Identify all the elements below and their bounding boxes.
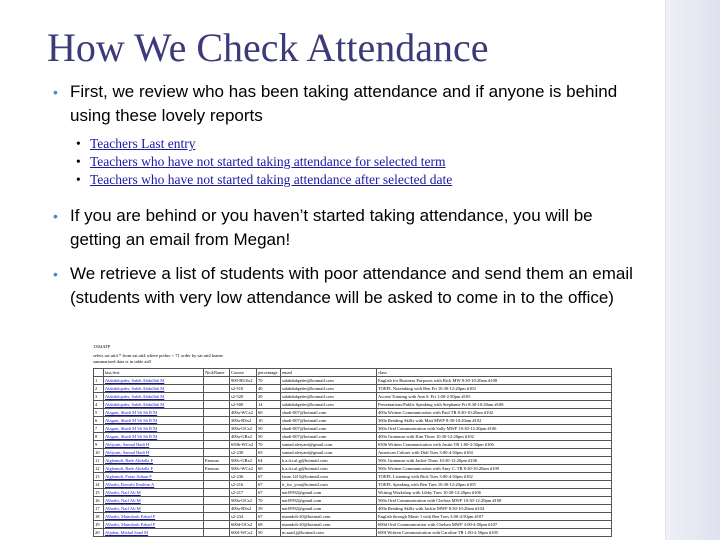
student-name-link[interactable]: Aleiyani, Samad Hadi H (105, 449, 150, 455)
student-name-cell (104, 377, 204, 385)
table-cell (204, 497, 230, 505)
table-cell: English through Music I with Ben Tues 3:00-4:50pm #107 (377, 513, 612, 521)
row-number-cell: 20 (94, 529, 104, 537)
table-cell: 67 (257, 473, 281, 481)
table-cell (204, 521, 230, 529)
table-cell: 59 (257, 505, 281, 513)
table-cell: salabdulqader@hotmail.com (281, 385, 377, 393)
table-cell (204, 513, 230, 521)
col-header: email (281, 369, 377, 377)
report-links-list (76, 135, 452, 189)
table-row (94, 513, 612, 521)
student-name-link[interactable]: Alagmi, Shadi M Sh Sh R M (105, 433, 158, 439)
bullet-3 (53, 262, 643, 310)
row-number-cell: 12 (94, 465, 104, 473)
table-cell: 60 (257, 409, 281, 417)
table-cell: Fanwaz (204, 457, 230, 465)
table-cell: TOEFL Notetaking with Ben Fri 10:30-12:20pm #103 (377, 385, 612, 393)
student-name-cell (104, 393, 204, 401)
student-name-cell (104, 505, 204, 513)
table-row (94, 409, 612, 417)
table-cell: naif5992@gmail.com (281, 497, 377, 505)
col-header: percentage (257, 369, 281, 377)
student-name-link[interactable]: Aljabar, Mishal Saad M (105, 529, 149, 535)
student-name-cell (104, 425, 204, 433)
table-cell: s2-236 (230, 473, 257, 481)
col-header (94, 369, 104, 377)
student-name-cell (104, 401, 204, 409)
student-name-cell (104, 473, 204, 481)
student-name-link[interactable]: Alagmi, Shadi M Sh Sh R M (105, 409, 158, 415)
table-cell: 40 (257, 385, 281, 393)
table-cell: 600f-WCx2 (230, 529, 257, 537)
table-cell: 500a Oral Communication with Chelsea MWF 10:30-12:20pm #108 (377, 497, 612, 505)
student-name-cell (104, 441, 204, 449)
row-number-cell: 9 (94, 441, 104, 449)
student-name-link[interactable]: Alharbi, Mamdouh Fahad F (105, 521, 156, 527)
table-cell: salabdulqader@hotmail.com (281, 377, 377, 385)
table-cell: 300a-OCx2 (230, 425, 257, 433)
bullet-1 (53, 80, 643, 128)
table-cell: 70 (257, 497, 281, 505)
table-cell: s2-520 (230, 393, 257, 401)
table-cell: 400a Grammar with Kim Thurs 10:30-12:20pm #102 (377, 433, 612, 441)
table-cell: Accent Training with Ann S. Fri 1:00-2:50pm #105 (377, 393, 612, 401)
table-cell (204, 385, 230, 393)
table-cell: 600d-OCx2 (230, 521, 257, 529)
table-row (94, 505, 612, 513)
table-cell (204, 425, 230, 433)
table-cell: samad.aleiyani@gmail.com (281, 449, 377, 457)
table-row (94, 441, 612, 449)
table-cell: 900-BUSx2 (230, 377, 257, 385)
table-cell: shadi-007@hotmail.com (281, 433, 377, 441)
student-name-cell (104, 497, 204, 505)
report-link-item: • Teachers who have not started taking attendance for selected term (76, 154, 446, 169)
table-row (94, 489, 612, 497)
table-cell: TOEFL Listening with Rick Tues 3:00-4:50pm #102 (377, 473, 612, 481)
student-name-cell (104, 417, 204, 425)
row-number-cell: 17 (94, 505, 104, 513)
student-name-link[interactable]: Alagmi, Shadi M Sh Sh R M (105, 425, 158, 431)
student-name-link[interactable]: Alghamdi, Faraz Adnan F (105, 473, 152, 479)
table-cell: salabdulqader@hotmail.com (281, 393, 377, 401)
table-cell: 650b Written Communication with Justin TR 1:00-2:50pm #106 (377, 441, 612, 449)
report-table (93, 368, 612, 537)
student-name-cell (104, 481, 204, 489)
table-row (94, 393, 612, 401)
student-name-link[interactable]: Alharbi, Mamdouh Fahad F (105, 513, 156, 519)
table-cell: 400a Written Communication with Paul TR 8:30-10:20am #102 (377, 409, 612, 417)
student-name-cell (104, 529, 204, 537)
attendance-report-screenshot (93, 344, 611, 540)
student-name-link[interactable]: Alghamdi, Badr Abdulla F (105, 457, 153, 463)
table-cell: 300a-RSx2 (230, 417, 257, 425)
row-number-cell: 14 (94, 481, 104, 489)
table-cell: mamdoh-20@hotmail.com (281, 513, 377, 521)
row-number-cell: 6 (94, 417, 104, 425)
table-cell: Writing Workshop with Libby Tues 10:30-12:20pm #106 (377, 489, 612, 497)
table-row (94, 401, 612, 409)
table-cell: 64 (257, 457, 281, 465)
student-name-link[interactable]: Alabdulqader, Saleh Abdullah M (105, 393, 165, 399)
table-cell: American Culture with Didi Tues 3:00-4:50pm #104 (377, 449, 612, 457)
table-row (94, 529, 612, 537)
table-cell (204, 377, 230, 385)
student-name-link[interactable]: Alabdulqader, Saleh Abdullah M (105, 401, 165, 407)
student-name-cell (104, 457, 204, 465)
row-number-cell: 10 (94, 449, 104, 457)
row-number-cell: 15 (94, 489, 104, 497)
student-name-link[interactable]: Alabdulqader, Saleh Abdullah M (105, 385, 165, 391)
col-header: Course (230, 369, 257, 377)
table-cell: Fanwaz (204, 465, 230, 473)
student-name-cell (104, 409, 204, 417)
student-name-cell (104, 489, 204, 497)
table-cell (204, 481, 230, 489)
table-cell: s2-217 (230, 489, 257, 497)
slide-side-panel (665, 0, 720, 540)
report-table-header (94, 369, 612, 377)
table-cell: s2-510 (230, 385, 257, 393)
table-cell: 650b-WCx2 (230, 441, 257, 449)
row-number-cell: 3 (94, 393, 104, 401)
table-cell (204, 473, 230, 481)
student-name-link[interactable]: Alharbi, Naif Ali M (105, 497, 141, 503)
table-cell: naif5992@gmail.com (281, 489, 377, 497)
table-cell: it_for_you@hotmail.com (281, 481, 377, 489)
table-cell (204, 449, 230, 457)
table-cell: faraz.1415@hotmail.com (281, 473, 377, 481)
table-cell: 67 (257, 489, 281, 497)
table-cell: 300a Oral Communication with Sally MWF 10:30-12:20pm #106 (377, 425, 612, 433)
student-name-cell (104, 465, 204, 473)
table-cell: English for Business Purposes with Rick MW 8:30-10:20am #108 (377, 377, 612, 385)
student-name-link[interactable]: Alharbi, Naif Ali M (105, 505, 141, 511)
student-name-cell (104, 513, 204, 521)
table-cell: 600d Oral Communication with Chelsea MWF 3:00-4:50pm #107 (377, 521, 612, 529)
table-cell: 14 (257, 401, 281, 409)
student-name-link[interactable]: Alghamdi, Badr Abdulla F (105, 465, 153, 471)
table-cell: 68 (257, 521, 281, 529)
row-number-cell: 5 (94, 409, 104, 417)
student-name-link[interactable]: Aleiyani, Samad Hadi H (105, 441, 150, 447)
slide-title: How We Check Attendance (47, 25, 489, 70)
table-cell: 500c Grammar with Jackie Thurs 10:30-12:20pm #106 (377, 457, 612, 465)
row-number-cell: 7 (94, 425, 104, 433)
table-cell: 50 (257, 529, 281, 537)
table-row (94, 457, 612, 465)
report-link-not-started-date[interactable]: Teachers who have not started taking attendance after selected date (90, 172, 453, 187)
table-cell: s2-216 (230, 481, 257, 489)
table-cell (204, 409, 230, 417)
bullet-3-marker: • (53, 266, 58, 282)
table-row (94, 433, 612, 441)
table-cell (204, 401, 230, 409)
table-cell: 10 (257, 417, 281, 425)
row-number-cell: 1 (94, 377, 104, 385)
table-cell: 67 (257, 481, 281, 489)
row-number-cell: 11 (94, 457, 104, 465)
table-cell: s2-500 (230, 401, 257, 409)
row-number-cell: 8 (94, 433, 104, 441)
student-name-cell (104, 433, 204, 441)
bullet-3-text: We retrieve a list of students with poor attendance and send them an email (students with very low attendance will be asked to come in to the office) (70, 264, 633, 307)
report-query: select sat.att4.* from sat.att4 where pcthrs < 71 order by sat.att4.lname (93, 353, 224, 358)
table-row (94, 473, 612, 481)
student-name-cell (104, 521, 204, 529)
report-link-teachers-last-entry[interactable]: Teachers Last entry (90, 136, 196, 151)
table-cell: 70 (257, 377, 281, 385)
table-row (94, 497, 612, 505)
table-cell (204, 489, 230, 497)
row-number-cell: 19 (94, 521, 104, 529)
table-cell: 70 (257, 441, 281, 449)
table-cell: 20 (257, 393, 281, 401)
table-cell (204, 393, 230, 401)
row-number-cell: 2 (94, 385, 104, 393)
table-cell: 50 (257, 425, 281, 433)
table-cell: 400a-WCx2 (230, 409, 257, 417)
table-cell: 50 (257, 433, 281, 441)
report-code: 1304ATP (93, 344, 111, 349)
report-table-body (94, 377, 612, 537)
table-cell: 400a-RSx2 (230, 505, 257, 513)
report-link-item: • Teachers Last entry (76, 136, 196, 151)
table-row (94, 385, 612, 393)
table-cell: shadi-007@hotmail.com (281, 425, 377, 433)
table-row (94, 449, 612, 457)
bullet-2-marker: • (53, 208, 58, 224)
table-cell: 60 (257, 465, 281, 473)
table-cell: shadi-007@hotmail.com (281, 409, 377, 417)
table-cell (204, 417, 230, 425)
table-cell: s2-234 (230, 513, 257, 521)
student-name-link[interactable]: Alharbi, Rawabi Ibrahim A (105, 481, 155, 487)
table-row (94, 377, 612, 385)
col-header: class (377, 369, 612, 377)
report-link-not-started-term[interactable]: Teachers who have not started taking attendance for selected term (90, 154, 446, 169)
table-cell: samad.aleiyani@gmail.com (281, 441, 377, 449)
table-cell: 67 (257, 513, 281, 521)
report-link-item: • Teachers who have not started taking attendance after selected date (76, 172, 453, 187)
student-name-cell (104, 449, 204, 457)
student-name-link[interactable]: Alagmi, Shadi M Sh Sh R M (105, 417, 158, 423)
row-number-cell: 18 (94, 513, 104, 521)
table-cell (204, 529, 230, 537)
table-row (94, 425, 612, 433)
table-cell: b.a.d.r.al.g@hotmail.com (281, 465, 377, 473)
row-number-cell: 16 (94, 497, 104, 505)
row-number-cell: 4 (94, 401, 104, 409)
table-cell: 600f Written Communication with Caroline TR 1:00-2:50pm #105 (377, 529, 612, 537)
student-name-cell (104, 385, 204, 393)
bullet-2-text: If you are behind or you haven’t started taking attendance, you will be getting an email from Megan! (70, 206, 593, 249)
student-name-link[interactable]: Alabdulqader, Saleh Abdullah M (105, 377, 165, 383)
col-header: last,first (104, 369, 204, 377)
col-header: NickName (204, 369, 230, 377)
table-cell (204, 505, 230, 513)
table-cell: Presentations/Public Speaking with Stephanie Fri 8:30-10:20am #108 (377, 401, 612, 409)
bullet-2 (53, 204, 643, 252)
student-name-link[interactable]: Alharbi, Naif Ali M (105, 489, 141, 495)
table-cell: mamdoh-20@hotmail.com (281, 521, 377, 529)
table-row (94, 521, 612, 529)
table-cell: b.a.d.r.al.g@hotmail.com (281, 457, 377, 465)
table-cell (204, 441, 230, 449)
table-cell: m.saad.j@hotmail.com (281, 529, 377, 537)
report-note: summarized data is in table att5 (93, 359, 152, 364)
table-cell: shadi-007@hotmail.com (281, 417, 377, 425)
table-cell: 300a Reading Skills with Matt MWF 8:30-10:20am #102 (377, 417, 612, 425)
table-row (94, 417, 612, 425)
table-cell (204, 433, 230, 441)
table-cell: 400a-GRx2 (230, 433, 257, 441)
table-cell: 500c-WCx2 (230, 465, 257, 473)
table-cell: 400a Reading Skills with Jackie MWF 8:30-10:20am #104 (377, 505, 612, 513)
table-cell: 500c Written Communication with Amy C. TR 8:30-10:20am #109 (377, 465, 612, 473)
table-cell: 65 (257, 449, 281, 457)
table-row (94, 481, 612, 489)
table-cell: 500a-OCx2 (230, 497, 257, 505)
table-cell: TOEFL Speaking with Ben Tues 10:30-12:20pm #105 (377, 481, 612, 489)
bullet-1-marker: • (53, 84, 58, 100)
table-row (94, 465, 612, 473)
table-cell: salabdulqader@hotmail.com (281, 401, 377, 409)
bullet-1-text: First, we review who has been taking attendance and if anyone is behind using these lovely reports (70, 82, 618, 125)
table-cell: naif5992@gmail.com (281, 505, 377, 513)
table-cell: s2-230 (230, 449, 257, 457)
row-number-cell: 13 (94, 473, 104, 481)
table-cell: 500c-GRx2 (230, 457, 257, 465)
